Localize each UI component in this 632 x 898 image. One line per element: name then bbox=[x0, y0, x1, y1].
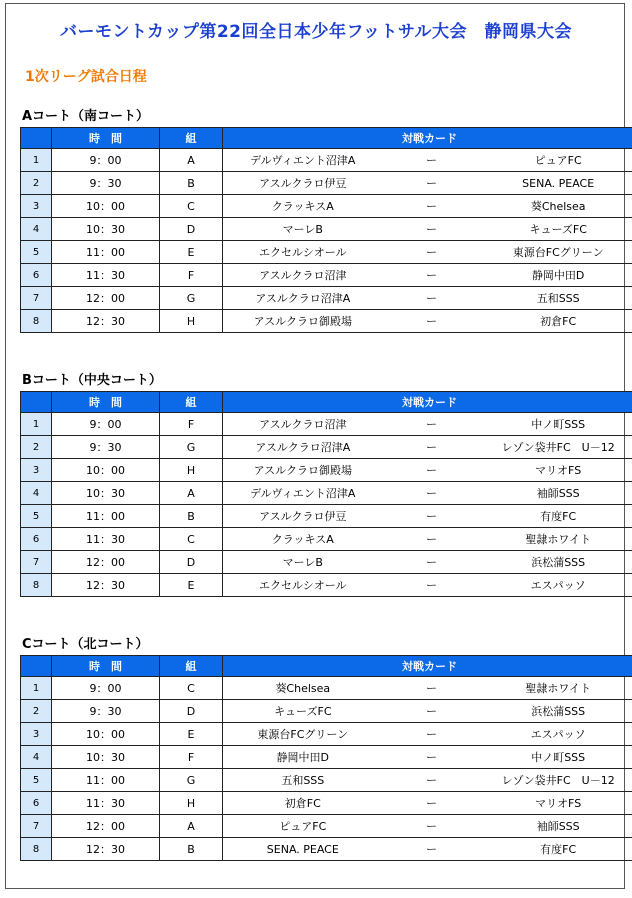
versus-dash: ー bbox=[425, 797, 437, 810]
match-card bbox=[223, 241, 632, 264]
match-card bbox=[223, 264, 632, 287]
match-time: 12：30 bbox=[52, 310, 160, 333]
match-card bbox=[223, 769, 632, 792]
versus-dash: ー bbox=[425, 441, 437, 454]
versus-dash: ー bbox=[425, 510, 437, 523]
table-header-row bbox=[21, 392, 632, 413]
team-b: キューズFC bbox=[529, 223, 587, 236]
match-time: 9：30 bbox=[52, 172, 160, 195]
schedule-table bbox=[20, 127, 632, 333]
match-time: 12：30 bbox=[52, 574, 160, 597]
table-row bbox=[21, 528, 632, 551]
match-number: 8 bbox=[21, 310, 52, 333]
versus-dash: ー bbox=[425, 246, 437, 259]
match-time: 11：30 bbox=[52, 792, 160, 815]
match-group: C bbox=[160, 195, 223, 218]
match-card bbox=[223, 436, 632, 459]
team-b: 中ノ町SSS bbox=[531, 751, 586, 764]
match-card bbox=[223, 700, 632, 723]
match-time: 10：00 bbox=[52, 459, 160, 482]
match-number: 3 bbox=[21, 195, 52, 218]
team-a: マーレB bbox=[282, 223, 323, 236]
team-b: 聖隷ホワイト bbox=[525, 682, 592, 695]
match-time: 12：00 bbox=[52, 815, 160, 838]
team-b: 有度FC bbox=[540, 510, 577, 523]
match-group: G bbox=[160, 287, 223, 310]
match-group: F bbox=[160, 264, 223, 287]
table-row bbox=[21, 413, 632, 436]
match-number: 2 bbox=[21, 436, 52, 459]
versus-dash: ー bbox=[425, 177, 437, 190]
header-group: 組 bbox=[160, 656, 223, 677]
court-title: Bコート（中央コート） bbox=[22, 373, 162, 388]
versus-dash: ー bbox=[425, 774, 437, 787]
table-row bbox=[21, 700, 632, 723]
team-a: デルヴィエント沼津A bbox=[250, 487, 356, 500]
table-row bbox=[21, 838, 632, 861]
team-b: 五和SSS bbox=[536, 292, 580, 305]
team-b: レゾン袋井FC U－12 bbox=[501, 774, 615, 787]
match-number: 5 bbox=[21, 769, 52, 792]
match-card bbox=[223, 310, 632, 333]
court-section bbox=[20, 373, 615, 597]
match-group: E bbox=[160, 241, 223, 264]
table-header-row bbox=[21, 656, 632, 677]
match-number: 7 bbox=[21, 815, 52, 838]
match-card bbox=[223, 574, 632, 597]
team-b: レゾン袋井FC U－12 bbox=[501, 441, 615, 454]
header-number bbox=[21, 392, 52, 413]
versus-dash: ー bbox=[425, 682, 437, 695]
match-time: 10：30 bbox=[52, 218, 160, 241]
table-header-row bbox=[21, 128, 632, 149]
team-b: 聖隷ホワイト bbox=[525, 533, 592, 546]
table-row bbox=[21, 746, 632, 769]
match-number: 4 bbox=[21, 218, 52, 241]
team-b: SENA. PEACE bbox=[522, 176, 595, 190]
versus-dash: ー bbox=[425, 533, 437, 546]
match-group: E bbox=[160, 723, 223, 746]
match-time: 12：00 bbox=[52, 287, 160, 310]
team-a: キューズFC bbox=[274, 705, 332, 718]
team-b: 静岡中田D bbox=[531, 269, 585, 282]
table-row bbox=[21, 264, 632, 287]
match-time: 11：00 bbox=[52, 505, 160, 528]
team-b: 東源台FCグリーン bbox=[512, 246, 604, 259]
team-a: 葵Chelsea bbox=[275, 682, 331, 695]
match-card bbox=[223, 838, 632, 861]
table-row bbox=[21, 769, 632, 792]
match-group: D bbox=[160, 700, 223, 723]
team-a: 静岡中田D bbox=[276, 751, 330, 764]
table-row bbox=[21, 459, 632, 482]
match-number: 6 bbox=[21, 792, 52, 815]
match-card bbox=[223, 172, 632, 195]
match-time: 10：00 bbox=[52, 723, 160, 746]
match-card bbox=[223, 287, 632, 310]
table-row bbox=[21, 436, 632, 459]
team-b: ピュアFC bbox=[534, 154, 582, 167]
match-group: D bbox=[160, 218, 223, 241]
team-a: クラッキスA bbox=[271, 200, 334, 213]
match-group: A bbox=[160, 149, 223, 172]
match-card bbox=[223, 218, 632, 241]
versus-dash: ー bbox=[425, 464, 437, 477]
team-b: 有度FC bbox=[540, 843, 577, 856]
match-time: 12：00 bbox=[52, 551, 160, 574]
match-group: H bbox=[160, 459, 223, 482]
match-card bbox=[223, 792, 632, 815]
match-group: B bbox=[160, 172, 223, 195]
match-number: 8 bbox=[21, 574, 52, 597]
match-group: B bbox=[160, 505, 223, 528]
match-card bbox=[223, 528, 632, 551]
match-time: 9：00 bbox=[52, 149, 160, 172]
table-row bbox=[21, 505, 632, 528]
match-time: 11：00 bbox=[52, 769, 160, 792]
match-number: 5 bbox=[21, 505, 52, 528]
versus-dash: ー bbox=[425, 200, 437, 213]
table-row bbox=[21, 218, 632, 241]
table-row bbox=[21, 551, 632, 574]
team-a: アスルクラロ伊豆 bbox=[259, 177, 347, 190]
header-time: 時 間 bbox=[52, 656, 160, 677]
team-a: アスルクラロ御殿場 bbox=[253, 315, 352, 328]
header-time: 時 間 bbox=[52, 392, 160, 413]
match-time: 10：30 bbox=[52, 746, 160, 769]
team-b: 浜松蒲SSS bbox=[531, 705, 586, 718]
match-time: 10：30 bbox=[52, 482, 160, 505]
table-row bbox=[21, 241, 632, 264]
match-card bbox=[223, 746, 632, 769]
versus-dash: ー bbox=[425, 751, 437, 764]
match-number: 1 bbox=[21, 149, 52, 172]
versus-dash: ー bbox=[425, 418, 437, 431]
team-b: 袖師SSS bbox=[536, 820, 580, 833]
table-row bbox=[21, 172, 632, 195]
versus-dash: ー bbox=[425, 154, 437, 167]
match-group: B bbox=[160, 838, 223, 861]
table-row bbox=[21, 287, 632, 310]
table-row bbox=[21, 815, 632, 838]
page-title: バーモントカップ第22回全日本少年フットサル大会 静岡県大会 bbox=[60, 22, 572, 42]
versus-dash: ー bbox=[425, 843, 437, 856]
table-row bbox=[21, 792, 632, 815]
match-number: 1 bbox=[21, 677, 52, 700]
match-group: F bbox=[160, 413, 223, 436]
match-number: 4 bbox=[21, 482, 52, 505]
match-group: A bbox=[160, 482, 223, 505]
match-card bbox=[223, 551, 632, 574]
table-row bbox=[21, 310, 632, 333]
team-a: アスルクラロ伊豆 bbox=[259, 510, 347, 523]
match-number: 6 bbox=[21, 264, 52, 287]
match-number: 3 bbox=[21, 723, 52, 746]
match-time: 9：30 bbox=[52, 700, 160, 723]
match-card bbox=[223, 482, 632, 505]
court-title: Aコート（南コート） bbox=[22, 109, 150, 124]
match-card bbox=[223, 815, 632, 838]
match-number: 5 bbox=[21, 241, 52, 264]
match-number: 7 bbox=[21, 287, 52, 310]
versus-dash: ー bbox=[425, 223, 437, 236]
versus-dash: ー bbox=[425, 705, 437, 718]
versus-dash: ー bbox=[425, 728, 437, 741]
table-row bbox=[21, 723, 632, 746]
team-a: アスルクラロ沼津A bbox=[255, 441, 351, 454]
team-b: 中ノ町SSS bbox=[531, 418, 586, 431]
team-b: 葵Chelsea bbox=[530, 200, 586, 213]
match-group: C bbox=[160, 528, 223, 551]
team-a: アスルクラロ沼津 bbox=[259, 418, 347, 431]
team-a: SENA. PEACE bbox=[266, 842, 339, 856]
header-group: 組 bbox=[160, 392, 223, 413]
match-group: H bbox=[160, 310, 223, 333]
team-b: 袖師SSS bbox=[536, 487, 580, 500]
match-number: 2 bbox=[21, 700, 52, 723]
match-time: 12：30 bbox=[52, 838, 160, 861]
team-b: 浜松蒲SSS bbox=[531, 556, 586, 569]
match-time: 9：30 bbox=[52, 436, 160, 459]
team-a: 東源台FCグリーン bbox=[257, 728, 349, 741]
match-number: 4 bbox=[21, 746, 52, 769]
match-card bbox=[223, 149, 632, 172]
table-row bbox=[21, 574, 632, 597]
match-group: F bbox=[160, 746, 223, 769]
table-row bbox=[21, 482, 632, 505]
table-row bbox=[21, 677, 632, 700]
team-a: ピュアFC bbox=[279, 820, 327, 833]
match-group: H bbox=[160, 792, 223, 815]
match-group: A bbox=[160, 815, 223, 838]
versus-dash: ー bbox=[425, 820, 437, 833]
match-time: 11：30 bbox=[52, 264, 160, 287]
match-number: 1 bbox=[21, 413, 52, 436]
match-number: 6 bbox=[21, 528, 52, 551]
team-a: クラッキスA bbox=[271, 533, 334, 546]
match-group: G bbox=[160, 769, 223, 792]
team-a: マーレB bbox=[282, 556, 323, 569]
match-group: E bbox=[160, 574, 223, 597]
court-section bbox=[20, 637, 615, 861]
match-card bbox=[223, 195, 632, 218]
team-b: エスパッソ bbox=[530, 579, 586, 592]
team-b: マリオFS bbox=[535, 797, 582, 810]
header-match-card: 対戦カード bbox=[223, 656, 632, 677]
table-row bbox=[21, 195, 632, 218]
team-a: アスルクラロ沼津 bbox=[259, 269, 347, 282]
team-a: アスルクラロ御殿場 bbox=[253, 464, 352, 477]
match-number: 7 bbox=[21, 551, 52, 574]
match-number: 8 bbox=[21, 838, 52, 861]
team-b: マリオFS bbox=[535, 464, 582, 477]
table-row bbox=[21, 149, 632, 172]
versus-dash: ー bbox=[425, 269, 437, 282]
match-time: 10：00 bbox=[52, 195, 160, 218]
match-group: D bbox=[160, 551, 223, 574]
match-card bbox=[223, 677, 632, 700]
schedule-table bbox=[20, 655, 632, 861]
team-a: エクセルシオール bbox=[259, 579, 347, 592]
team-a: デルヴィエント沼津A bbox=[250, 154, 356, 167]
versus-dash: ー bbox=[425, 579, 437, 592]
team-a: 五和SSS bbox=[281, 774, 325, 787]
team-a: アスルクラロ沼津A bbox=[255, 292, 351, 305]
match-number: 2 bbox=[21, 172, 52, 195]
team-b: エスパッソ bbox=[530, 728, 586, 741]
header-number bbox=[21, 656, 52, 677]
match-time: 11：30 bbox=[52, 528, 160, 551]
versus-dash: ー bbox=[425, 487, 437, 500]
header-match-card: 対戦カード bbox=[223, 392, 632, 413]
versus-dash: ー bbox=[425, 315, 437, 328]
versus-dash: ー bbox=[425, 292, 437, 305]
match-group: C bbox=[160, 677, 223, 700]
page-subtitle: 1次リーグ試合日程 bbox=[25, 69, 147, 85]
match-time: 9：00 bbox=[52, 677, 160, 700]
match-card bbox=[223, 505, 632, 528]
match-number: 3 bbox=[21, 459, 52, 482]
court-section bbox=[20, 109, 610, 333]
match-card bbox=[223, 459, 632, 482]
versus-dash: ー bbox=[425, 556, 437, 569]
team-b: 初倉FC bbox=[540, 315, 577, 328]
header-time: 時 間 bbox=[52, 128, 160, 149]
team-a: エクセルシオール bbox=[259, 246, 347, 259]
header-number bbox=[21, 128, 52, 149]
match-card bbox=[223, 413, 632, 436]
team-a: 初倉FC bbox=[284, 797, 321, 810]
header-match-card: 対戦カード bbox=[223, 128, 632, 149]
court-title: Cコート（北コート） bbox=[22, 637, 149, 652]
schedule-table bbox=[20, 391, 632, 597]
match-time: 11：00 bbox=[52, 241, 160, 264]
header-group: 組 bbox=[160, 128, 223, 149]
match-group: G bbox=[160, 436, 223, 459]
match-time: 9：00 bbox=[52, 413, 160, 436]
match-card bbox=[223, 723, 632, 746]
